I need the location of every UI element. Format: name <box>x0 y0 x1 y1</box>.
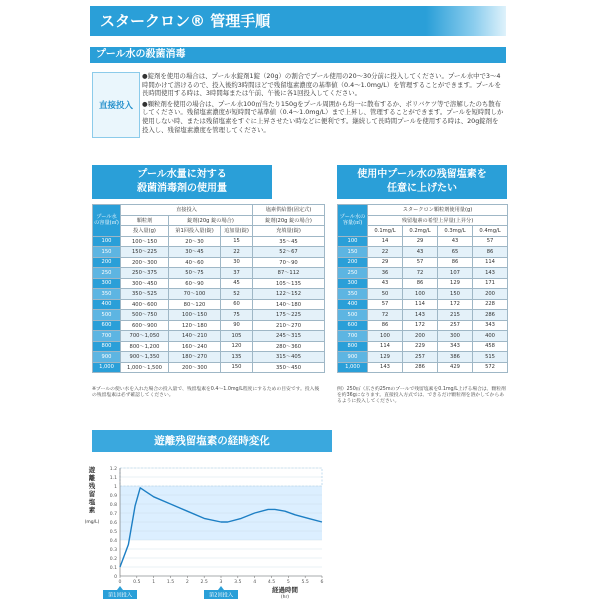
y-tick-label: 0.9 <box>109 493 117 499</box>
right-title-line1: 使用中プール水の残留塩素を <box>357 169 487 180</box>
value-cell: 65 <box>438 247 473 258</box>
y-tick-label: 0.5 <box>109 529 117 535</box>
value-cell: 35〜45 <box>253 236 325 247</box>
granule-usage-header: スタークロン顆粒剤使用量(g) <box>368 205 508 216</box>
value-cell: 228 <box>473 299 508 310</box>
value-cell: 105 <box>221 331 253 342</box>
y-axis-label-char: 遊 <box>88 466 96 474</box>
volume-cell: 600 <box>338 320 368 331</box>
header-banner <box>90 6 506 36</box>
value-cell: 150 <box>438 289 473 300</box>
value-cell: 286 <box>473 310 508 321</box>
value-cell: 175〜225 <box>253 310 325 321</box>
residual-chlorine-table <box>337 204 508 373</box>
dosage-table-row <box>93 331 325 342</box>
dosage-table-row <box>93 320 325 331</box>
x-tick-label: 5 <box>286 580 290 585</box>
volume-cell: 600 <box>93 320 121 331</box>
y-tick-label: 1.2 <box>109 466 117 472</box>
dose-marker-arrow <box>117 586 123 590</box>
value-cell: 386 <box>438 352 473 363</box>
volume-cell: 700 <box>93 331 121 342</box>
chlorine-table-row <box>338 362 508 373</box>
volume-cell: 250 <box>93 268 121 279</box>
value-cell: 700〜1,050 <box>121 331 169 342</box>
value-cell: 57 <box>473 236 508 247</box>
value-cell: 140〜210 <box>169 331 221 342</box>
value-cell: 36 <box>368 268 403 279</box>
value-cell: 135 <box>221 352 253 363</box>
value-cell: 400 <box>473 331 508 342</box>
value-cell: 30〜45 <box>169 247 221 258</box>
value-cell: 257 <box>403 352 438 363</box>
right-title-line2: 任意に上げたい <box>387 183 457 194</box>
value-cell: 350〜525 <box>121 289 169 300</box>
page-title: スタークロン® 管理手順 <box>100 12 271 30</box>
value-cell: 245〜315 <box>253 331 325 342</box>
y-axis-label-char: 素 <box>88 506 96 514</box>
value-cell: 215 <box>438 310 473 321</box>
value-cell: 100〜150 <box>121 236 169 247</box>
y-tick-label: 1 <box>114 484 117 490</box>
volume-cell: 200 <box>93 257 121 268</box>
direct-input-label: 直接投入 <box>92 72 140 138</box>
chlorine-table-row <box>338 247 508 258</box>
value-cell: 75 <box>221 310 253 321</box>
value-cell: 90 <box>221 320 253 331</box>
value-cell: 150 <box>221 362 253 373</box>
y-axis-label-char: 残 <box>88 482 96 490</box>
value-cell: 22 <box>221 247 253 258</box>
direct-group-header: 直接投入 <box>121 205 253 216</box>
volume-cell: 100 <box>93 236 121 247</box>
value-cell: 50 <box>368 289 403 300</box>
value-cell: 129 <box>368 352 403 363</box>
chlorine-table-row <box>338 331 508 342</box>
value-cell: 400〜600 <box>121 299 169 310</box>
left-table-note: ※プールの使い水を入れた場合の投入量で、残留塩素を0.4〜1.0mg/L程度にするための目安です。投入後の残留塩素は必ず確認してください。 <box>92 387 320 399</box>
level-header: 0.3mg/L <box>438 226 473 237</box>
left-table-title <box>92 165 272 199</box>
x-tick-label: 3.5 <box>234 580 242 585</box>
value-cell: 45 <box>221 278 253 289</box>
dosage-table-row <box>93 257 325 268</box>
volume-cell: 800 <box>93 341 121 352</box>
y-tick-label: 0.1 <box>109 565 117 571</box>
level-header: 0.2mg/L <box>403 226 438 237</box>
water-swirl-decoration <box>426 6 506 36</box>
value-cell: 86 <box>368 320 403 331</box>
volume-cell: 250 <box>338 268 368 279</box>
value-cell: 800〜1,200 <box>121 341 169 352</box>
volume-cell: 200 <box>338 257 368 268</box>
volume-cell: 350 <box>338 289 368 300</box>
volume-cell: 800 <box>338 341 368 352</box>
chlorine-table-row <box>338 299 508 310</box>
y-tick-label: 0.8 <box>109 502 117 508</box>
x-tick-label: 0 <box>118 580 122 585</box>
level-header: 0.1mg/L <box>368 226 403 237</box>
value-cell: 515 <box>473 352 508 363</box>
feeder-tablet-header: 錠剤(20g 錠の場合) <box>253 215 325 226</box>
value-cell: 572 <box>473 362 508 373</box>
value-cell: 200〜300 <box>169 362 221 373</box>
left-title-line2: 殺菌消毒剤の使用量 <box>137 183 227 194</box>
value-cell: 343 <box>473 320 508 331</box>
value-cell: 900〜1,350 <box>121 352 169 363</box>
value-cell: 100 <box>368 331 403 342</box>
right-table-note: 例）250㎥（広さ約25mのプールで残留塩素を0.1mg/L上げる場合は、顆粒剤を約36gになります。直接投入方式では、できるだけ顆粒剤を溶かしてからあるように投入してください。 <box>337 387 506 405</box>
volume-cell: 400 <box>93 299 121 310</box>
tablet-header: 錠剤(20g 錠の場合) <box>169 215 253 226</box>
value-cell: 52〜67 <box>253 247 325 258</box>
value-cell: 87〜112 <box>253 268 325 279</box>
value-cell: 458 <box>473 341 508 352</box>
additional-dose-header: 追加量(錠) <box>221 226 253 237</box>
value-cell: 114 <box>368 341 403 352</box>
value-cell: 160〜240 <box>169 341 221 352</box>
value-cell: 29 <box>368 257 403 268</box>
tablet-instructions: ●錠剤を使用の場合は、プール水錠剤1錠（20g）の割合でプール使用の20〜30分前に投入してください。プール水中で3〜4時間かけて溶けるので、投入後約3時間ほどで残留塩素濃度の基準値（0.4〜1.0mg/L）を管理することができます。プールを長時間使用する時は、3時間毎または午前、午後に各1回投入してください。 <box>142 72 501 98</box>
x-tick-label: 3 <box>219 580 223 585</box>
value-cell: 172 <box>403 320 438 331</box>
value-cell: 143 <box>473 268 508 279</box>
value-cell: 15 <box>221 236 253 247</box>
value-cell: 280〜360 <box>253 341 325 352</box>
value-cell: 86 <box>403 278 438 289</box>
y-tick-label: 0.7 <box>109 511 117 517</box>
dose-marker-label: 第2回投入 <box>208 592 234 599</box>
value-cell: 100 <box>403 289 438 300</box>
dose-marker-label: 第1回投入 <box>107 592 133 599</box>
chlorine-table-row <box>338 310 508 321</box>
value-cell: 120〜180 <box>169 320 221 331</box>
chlorine-table-row <box>338 341 508 352</box>
value-cell: 37 <box>221 268 253 279</box>
value-cell: 20〜30 <box>169 236 221 247</box>
dose-marker-arrow <box>218 586 224 590</box>
value-cell: 210〜270 <box>253 320 325 331</box>
chart-title: 遊離残留塩素の経時変化 <box>92 430 332 452</box>
direct-input-instructions <box>142 72 504 136</box>
dosage-table-row <box>93 352 325 363</box>
value-cell: 80〜120 <box>169 299 221 310</box>
value-cell: 250〜375 <box>121 268 169 279</box>
y-axis-label-char: 塩 <box>88 498 96 506</box>
x-axis-unit: (hr) <box>280 595 290 600</box>
volume-cell: 1,000 <box>93 362 121 373</box>
section-title: プール水の殺菌消毒 <box>90 47 506 63</box>
value-cell: 120 <box>221 341 253 352</box>
y-tick-label: 0.6 <box>109 520 117 526</box>
volume-cell: 300 <box>338 278 368 289</box>
volume-cell: 100 <box>338 236 368 247</box>
value-cell: 43 <box>368 278 403 289</box>
value-cell: 86 <box>473 247 508 258</box>
value-cell: 60 <box>221 299 253 310</box>
x-axis-label: 経過時間 <box>271 586 298 594</box>
value-cell: 600〜900 <box>121 320 169 331</box>
desired-increase-header: 残留塩素の希望上昇量(上昇分) <box>368 215 508 226</box>
value-cell: 172 <box>438 299 473 310</box>
value-cell: 72 <box>368 310 403 321</box>
dosage-table-row <box>93 278 325 289</box>
value-cell: 171 <box>473 278 508 289</box>
chlorine-table-row <box>338 320 508 331</box>
fill-amount-header: 充填量(錠) <box>253 226 325 237</box>
chlorine-table-row <box>338 352 508 363</box>
y-tick-label: 0.3 <box>109 547 117 553</box>
x-tick-label: 1.5 <box>166 580 175 585</box>
value-cell: 30 <box>221 257 253 268</box>
value-cell: 57 <box>403 257 438 268</box>
value-cell: 343 <box>438 341 473 352</box>
y-tick-label: 0.2 <box>109 556 117 562</box>
value-cell: 200〜300 <box>121 257 169 268</box>
right-table-title <box>337 165 507 199</box>
dosage-table-row <box>93 299 325 310</box>
value-cell: 70〜100 <box>169 289 221 300</box>
volume-cell: 150 <box>338 247 368 258</box>
value-cell: 143 <box>403 310 438 321</box>
y-tick-label: 0 <box>114 574 117 580</box>
x-tick-label: 4.5 <box>267 580 276 585</box>
value-cell: 200 <box>473 289 508 300</box>
feeder-group-header: 塩素供給器(固定式) <box>253 205 325 216</box>
y-axis-label-char: 離 <box>88 474 96 482</box>
volume-cell: 1,000 <box>338 362 368 373</box>
value-cell: 22 <box>368 247 403 258</box>
value-cell: 150〜225 <box>121 247 169 258</box>
volume-cell: 400 <box>338 299 368 310</box>
first-dose-header: 第1回投入量(錠) <box>169 226 221 237</box>
value-cell: 57 <box>368 299 403 310</box>
value-cell: 140〜180 <box>253 299 325 310</box>
value-cell: 100〜150 <box>169 310 221 321</box>
x-tick-label: 6 <box>320 580 324 585</box>
value-cell: 180〜270 <box>169 352 221 363</box>
value-cell: 52 <box>221 289 253 300</box>
value-cell: 29 <box>403 236 438 247</box>
value-cell: 122〜152 <box>253 289 325 300</box>
dosage-table-row <box>93 341 325 352</box>
dosage-table-row <box>93 268 325 279</box>
y-axis-unit: (mg/L) <box>84 520 100 525</box>
value-cell: 50〜75 <box>169 268 221 279</box>
value-cell: 14 <box>368 236 403 247</box>
value-cell: 286 <box>403 362 438 373</box>
x-tick-label: 2 <box>185 580 189 585</box>
y-tick-label: 1.1 <box>109 475 117 481</box>
value-cell: 70〜90 <box>253 257 325 268</box>
value-cell: 43 <box>438 236 473 247</box>
chlorine-table-row <box>338 289 508 300</box>
value-cell: 114 <box>473 257 508 268</box>
chlorine-table-row <box>338 236 508 247</box>
dosage-table-row <box>93 310 325 321</box>
x-tick-label: 5.5 <box>301 580 309 585</box>
value-cell: 114 <box>403 299 438 310</box>
dosage-table <box>92 204 325 373</box>
value-cell: 500〜750 <box>121 310 169 321</box>
volume-cell: 900 <box>93 352 121 363</box>
value-cell: 105〜135 <box>253 278 325 289</box>
value-cell: 1,000〜1,500 <box>121 362 169 373</box>
value-cell: 86 <box>438 257 473 268</box>
value-cell: 43 <box>403 247 438 258</box>
volume-cell: 700 <box>338 331 368 342</box>
value-cell: 229 <box>403 341 438 352</box>
value-cell: 72 <box>403 268 438 279</box>
value-cell: 257 <box>438 320 473 331</box>
value-cell: 40〜60 <box>169 257 221 268</box>
y-axis-label-char: 留 <box>88 490 96 498</box>
value-cell: 200 <box>403 331 438 342</box>
dosage-table-row <box>93 236 325 247</box>
value-cell: 350〜450 <box>253 362 325 373</box>
volume-cell: 350 <box>93 289 121 300</box>
chlorine-table-row <box>338 257 508 268</box>
granule-instructions: ●顆粒剤を使用の場合は、プール水100㎥当たり150gをプール周囲から均一に散布するか、ポリバケツ等で溶解したのち散布してください。残留塩素濃度が短時間で基準値（0.4〜1.0mg/L）まで上昇し、管理することができます。プールを短時間しか使用しない時、または残留塩素をすぐに上昇させたい時などに便利です。継続して長時間プールを使用する時は、20g錠剤を投入し、残留塩素濃度を管理してください。 <box>142 99 504 134</box>
value-cell: 143 <box>368 362 403 373</box>
level-header: 0.4mg/L <box>473 226 508 237</box>
value-cell: 60〜90 <box>169 278 221 289</box>
value-cell: 300〜450 <box>121 278 169 289</box>
volume-cell: 500 <box>93 310 121 321</box>
chlorine-table-row <box>338 268 508 279</box>
volume-cell: 500 <box>338 310 368 321</box>
x-tick-label: 2.5 <box>200 580 208 585</box>
dosage-table-row <box>93 247 325 258</box>
volume-cell: 150 <box>93 247 121 258</box>
pool-volume-header: プール水の容量(㎥) <box>93 205 121 237</box>
volume-cell: 900 <box>338 352 368 363</box>
granule-amount-header: 投入量(g) <box>121 226 169 237</box>
value-cell: 300 <box>438 331 473 342</box>
x-tick-label: 0.5 <box>133 580 141 585</box>
value-cell: 315〜405 <box>253 352 325 363</box>
dosage-table-row <box>93 362 325 373</box>
value-cell: 429 <box>438 362 473 373</box>
volume-cell: 300 <box>93 278 121 289</box>
y-tick-label: 0.4 <box>109 538 117 544</box>
left-title-line1: プール水量に対する <box>137 169 227 180</box>
x-tick-label: 1 <box>152 580 156 585</box>
chlorine-time-chart <box>82 452 342 600</box>
x-tick-label: 4 <box>253 580 257 585</box>
chlorine-table-row <box>338 278 508 289</box>
right-pool-volume-header: プール水の容量(㎥) <box>338 205 368 237</box>
granule-header: 顆粒剤 <box>121 215 169 226</box>
value-cell: 129 <box>438 278 473 289</box>
value-cell: 107 <box>438 268 473 279</box>
dosage-table-row <box>93 289 325 300</box>
